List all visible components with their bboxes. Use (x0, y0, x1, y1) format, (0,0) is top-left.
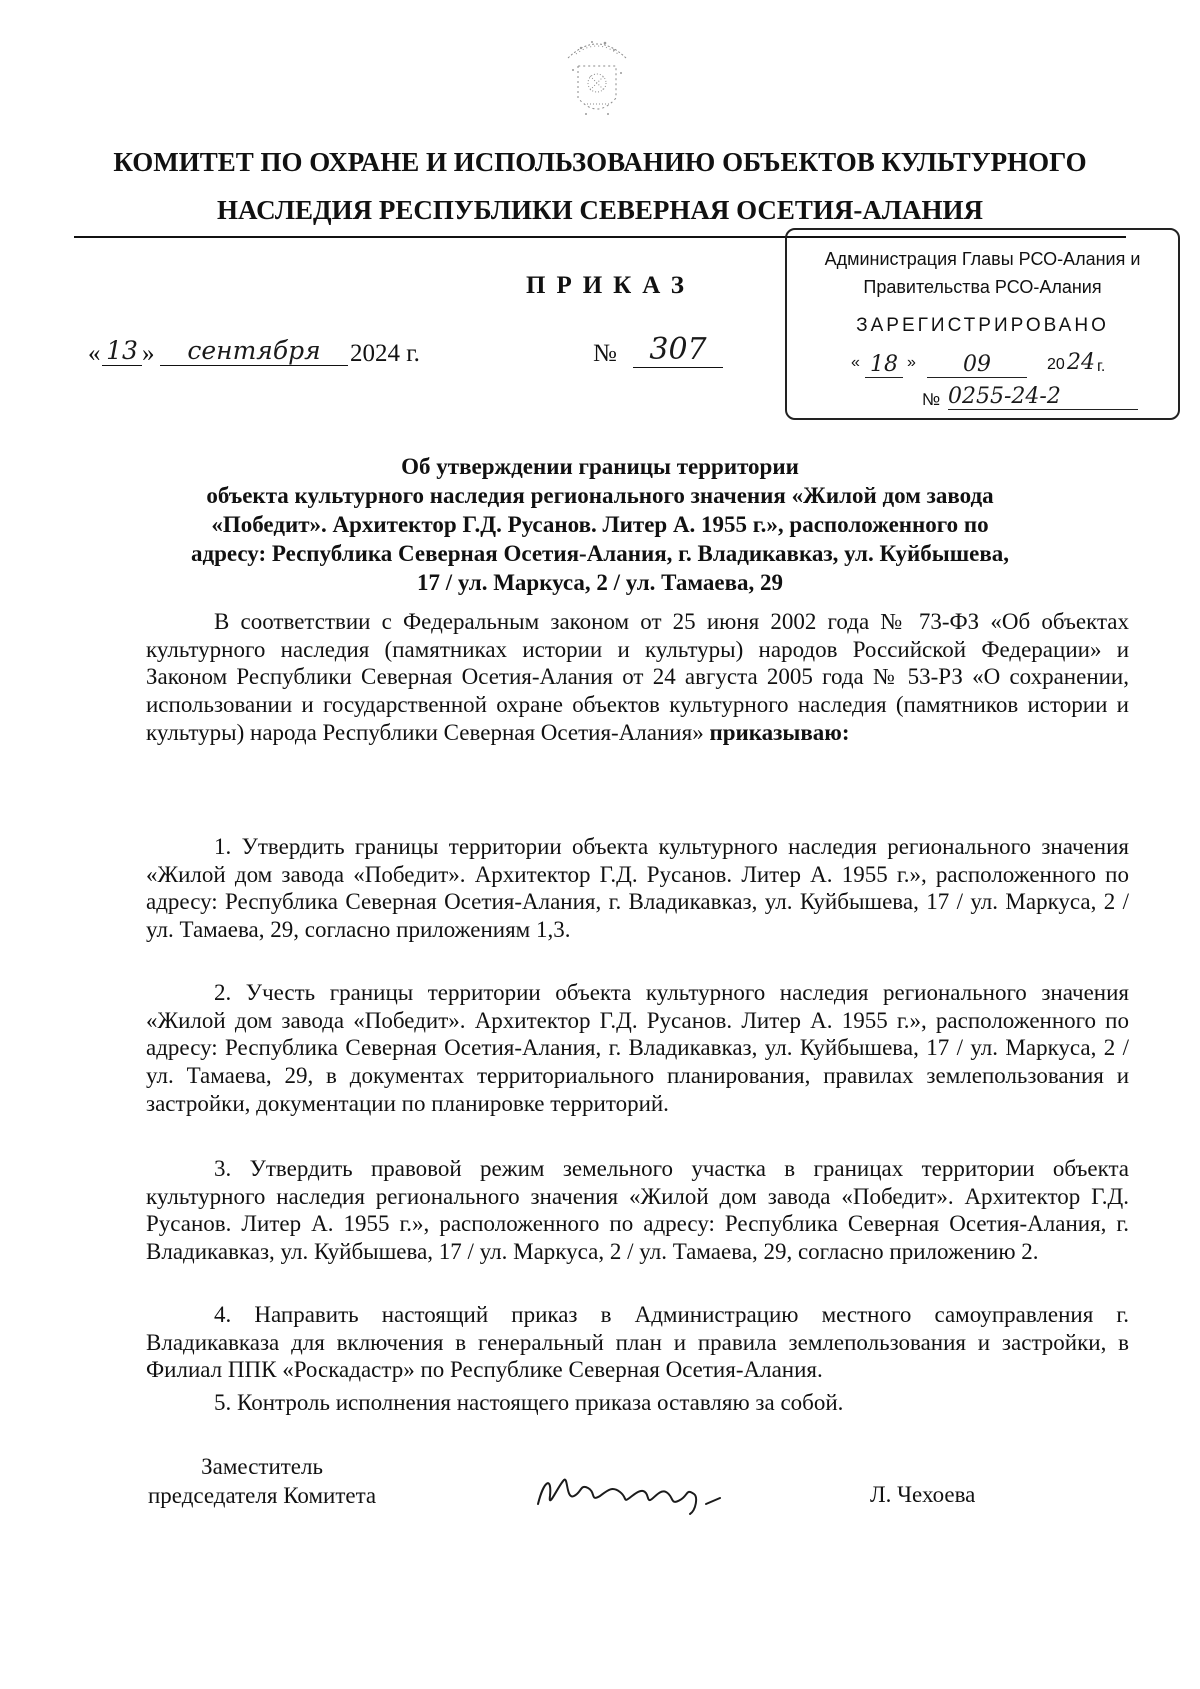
order-subject-line1: Об утверждении границы территории (401, 454, 799, 479)
coat-of-arms-emblem (548, 28, 646, 124)
order-subject-line4: адресу: Республика Северная Осетия-Алания, г. Владикавказ, ул. Куйбышева, (190, 541, 1010, 566)
order-date-day: 13 (102, 336, 142, 366)
stamp-number-value: 0255-24-2 (948, 384, 1138, 410)
order-subject-line5: 17 / ул. Маркуса, 2 / ул. Тамаева, 29 (416, 570, 784, 595)
preamble-directive: приказываю: (709, 719, 850, 745)
order-date-month: сентября (160, 336, 348, 366)
order-subject (130, 452, 1070, 597)
order-item-3: 3. Утвердить правовой режим земельного участка в границах территории объекта культурного наследия регионального значения «Жилой дом завода «Победит». Архитектор Г.Д. Русанов. Литер А. 1955 г.», расположенного по адресу: Республика Северная Осетия-Алания, г. Владикавказ, ул. Куйбышева, 17 / ул. Маркуса, 2 / ул. Тамаева, 29, согласно приложению 2. (146, 1156, 1129, 1265)
preamble-text: В соответствии с Федеральным законом от 25 июня 2002 года № 73-ФЗ «Об объектах культурного наследия (памятниках истории и культуры) народов Российской Федерации» и Законом Республики Северная Осетия-Алания от 24 августа 2005 года № 53-РЗ «О сохранении, использовании и государственной охране объектов культурного наследия (памятников истории и культуры) народа Республики Северная Осетия-Алания» (146, 609, 1129, 745)
stamp-registered-label: ЗАРЕГИСТРИРОВАНО (856, 315, 1109, 336)
signatory-position-line2: председателя Комитета (148, 1483, 377, 1508)
stamp-date-year-prefix: 20 (1047, 356, 1065, 373)
registration-stamp (785, 228, 1180, 420)
signatory-name: Л. Чехоева (870, 1482, 976, 1507)
organization-title-line1: КОМИТЕТ ПО ОХРАНЕ И ИСПОЛЬЗОВАНИЮ ОБЪЕКТОВ КУЛЬТУРНОГО (113, 147, 1087, 177)
stamp-date-day: 18 (865, 352, 903, 378)
order-subject-line2: объекта культурного наследия регионального значения «Жилой дом завода (206, 483, 994, 508)
stamp-authority-line2: Правительства РСО-Алания (863, 277, 1102, 297)
order-item-5: 5. Контроль исполнения настоящего приказа оставляю за собой. (214, 1390, 844, 1415)
order-item-4: 4. Направить настоящий приказ в Администрацию местного самоуправления г. Владикавказа для включения в генеральный план и правила землепользования и застройки, в Филиал ППК «Роскадастр» по Республике Северная Осетия-Алания. (146, 1302, 1129, 1383)
order-number-value: 307 (633, 332, 723, 368)
stamp-date-month: 09 (927, 352, 1027, 378)
order-item-1: 1. Утвердить границы территории объекта культурного наследия регионального значения «Жилой дом завода «Победит». Архитектор Г.Д. Русанов. Литер А. 1955 г.», расположенного по адресу: Республика Северная Осетия-Алания, г. Владикавказ, ул. Куйбышева, 17 / ул. Маркуса, 2 / ул. Тамаева, 29, согласно приложениям 1,3. (146, 834, 1129, 943)
order-date-open-quote: « (88, 340, 101, 367)
order-date (88, 336, 468, 376)
order-subject-line3: «Победит». Архитектор Г.Д. Русанов. Литер А. 1955 г.», расположенного по (211, 512, 989, 537)
stamp-date: « 18 » 09 20 24 г. (851, 350, 1106, 377)
stamp-date-year-unit: г. (1097, 358, 1106, 375)
organization-title (60, 138, 1140, 234)
signatory-position-line1: Заместитель (201, 1454, 323, 1479)
organization-title-line2: НАСЛЕДИЯ РЕСПУБЛИКИ СЕВЕРНАЯ ОСЕТИЯ-АЛАНИЯ (216, 195, 984, 225)
order-date-year: 2024 г. (350, 340, 420, 367)
order-item-2: 2. Учесть границы территории объекта культурного наследия регионального значения «Жилой дом завода «Победит». Архитектор Г.Д. Русанов. Литер А. 1955 г.», расположенного по адресу: Республика Северная Осетия-Алания, г. Владикавказ, ул. Куйбышева, 17 / ул. Маркуса, 2 / ул. Тамаева, 29, в документах территориального планирования, правилах землепользования и застройки, документации по планировке территорий. (146, 980, 1129, 1116)
stamp-number-label: № (922, 390, 941, 409)
stamp-authority-line1: Администрация Главы РСО-Алания и (824, 249, 1141, 269)
order-number (593, 332, 743, 376)
order-number-label: № (593, 340, 617, 367)
order-title: ПРИКАЗ (526, 272, 695, 299)
stamp-registration-number (922, 384, 1142, 418)
order-date-close-quote: » (142, 340, 155, 367)
signatory-position (148, 1452, 376, 1510)
handwritten-signature (530, 1466, 730, 1521)
stamp-date-year-suffix: 24 (1067, 350, 1095, 375)
preamble-paragraph (146, 608, 1129, 747)
